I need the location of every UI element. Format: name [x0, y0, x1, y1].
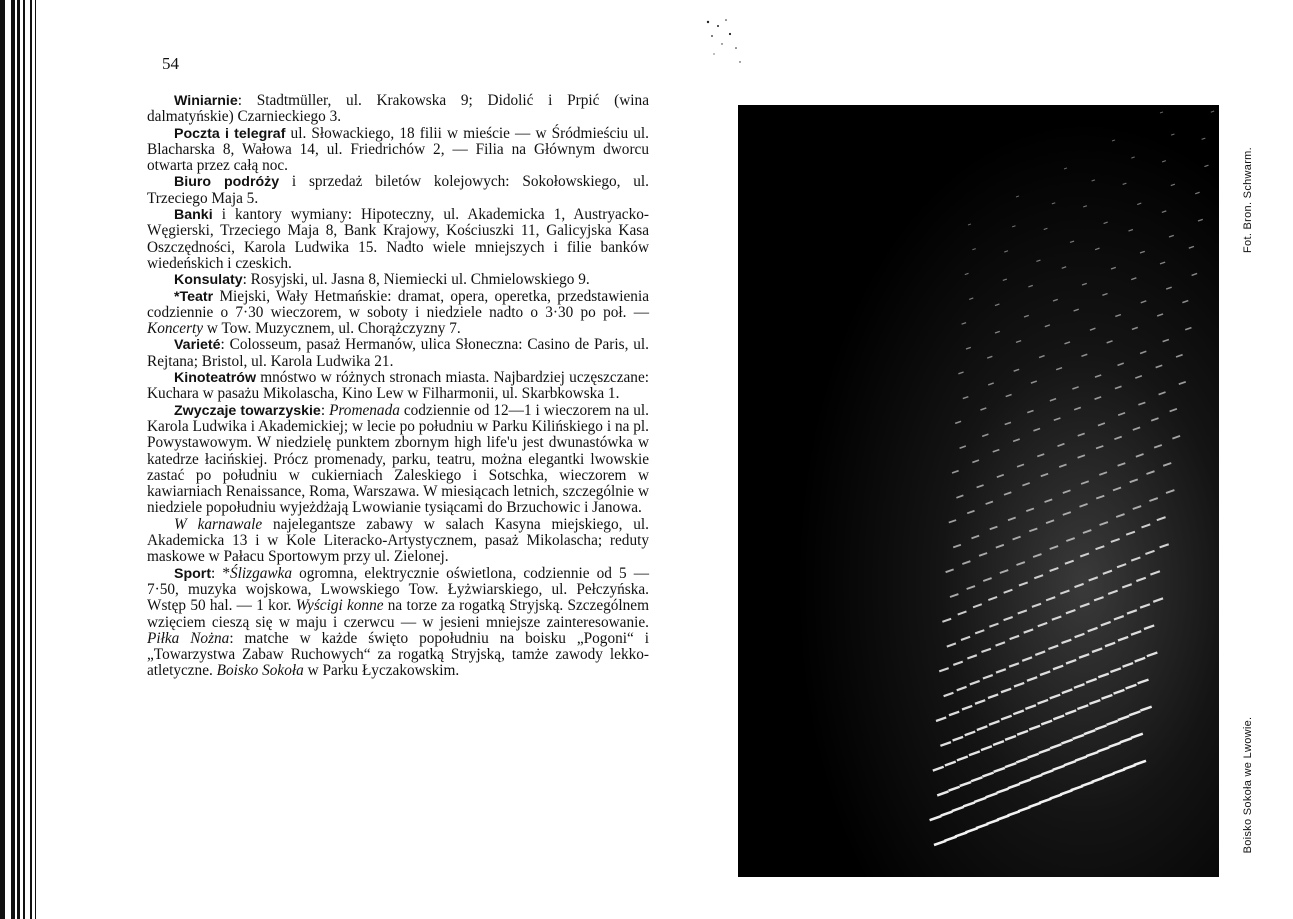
body-text: i sprzedaż biletów kolejowych: Sokołowskiego, ul. Trzeciego Maja 5. — [147, 173, 649, 207]
paragraph-p11 — [147, 566, 649, 680]
entry-heading: Banki — [174, 207, 213, 224]
paragraph-p2 — [147, 126, 649, 175]
body-text: : * — [211, 564, 231, 582]
body-text: : Rosyjski, ul. Jasna 8, Niemiecki ul. Chmielowskiego 9. — [242, 271, 590, 289]
photo-credit: Fot. Bron. Schwarm. — [1242, 147, 1254, 253]
body-text: : Stadtmüller, ul. Krakowska 9; Didolić i Prpić (wina dalmatyńskie) Czarnieckiego 3. — [147, 92, 649, 126]
italic-phrase: Piłka Nożna — [147, 629, 230, 647]
body-text: najelegantsze zabawy w salach Kasyna miejskiego, ul. Akademicka 13 i w Kole Literacko-Artystycznem, pasaż Mikolascha; reduty maskowe w Pałacu Sportowym przy ul. Zielonej. — [147, 515, 649, 566]
italic-phrase: Promenada — [329, 401, 400, 419]
print-speckle — [700, 14, 750, 74]
book-binding-edge — [0, 0, 40, 919]
body-text: mnóstwo w różnych stronach miasta. Najbardziej uczęszczane: Kuchara w pasażu Mikolascha, Kino Lew w Filharmonii, ul. Skarbkowska 1. — [147, 369, 649, 403]
entry-heading: Varieté — [174, 337, 221, 354]
paragraph-p7 — [147, 337, 649, 370]
italic-phrase: Koncerty — [147, 320, 204, 338]
italic-phrase: W karnawale — [174, 515, 263, 533]
entry-heading: Biuro podróży — [174, 174, 280, 191]
entry-heading: Konsulaty — [174, 272, 243, 289]
paragraph-p5 — [147, 272, 649, 288]
paragraph-p6 — [147, 289, 649, 338]
italic-phrase: Wyścigi konne — [295, 597, 384, 615]
body-text: ul. Słowackiego, 18 filii w mieście — w Śródmieściu ul. Blacharska 8, Wałowa 14, ul. Friedrichów 2, — Filia na Głównym dworcu otwarta przez całą noc. — [147, 124, 649, 175]
body-text: ogromna, elektrycznie oświetlona, codziennie od 5 — 7·50, muzyka wojskowa, Lwowskiego Tow. Łyżwiarskiego, ul. Pełczyńska. Wstęp 50 hal. — 1 kor. — [147, 564, 649, 615]
italic-phrase: Ślizgawka — [230, 564, 293, 582]
body-text: na torze za rogatką Stryjską. Szczególnem wzięciem cieszą się w maju i czerwcu — w jesieni mniejsze zainteresowanie. — [147, 597, 649, 631]
paragraph-p1 — [147, 93, 649, 126]
photo-caption: Boisko Sokoła we Lwowie. — [1242, 716, 1254, 854]
paragraph-p3 — [147, 174, 649, 207]
entry-heading: Poczta i telegraf — [174, 125, 286, 142]
body-text: w Parku Łyczakowskim. — [303, 662, 460, 680]
entry-heading: Zwyczaje towarzyskie — [174, 402, 321, 419]
paragraph-p4 — [147, 207, 649, 272]
page-number: 54 — [162, 54, 179, 73]
photograph-sokol-field — [738, 105, 1219, 877]
entry-heading: Winiarnie — [174, 93, 238, 109]
italic-phrase: Boisko Sokoła — [216, 662, 304, 680]
guide-text-column — [147, 93, 649, 680]
paragraph-p9 — [147, 403, 649, 517]
body-text: Miejski, Wały Hetmańskie: dramat, opera, operetka, przedstawienia codziennie o 7·30 wieczorem, w soboty i niedziele nadto o 3·30 po poł. — — [147, 287, 649, 321]
body-text: w Tow. Muzycznem, ul. Chorążczyzny 7. — [203, 320, 461, 338]
paragraph-p8 — [147, 370, 649, 403]
paragraph-p10 — [147, 517, 649, 566]
entry-heading: *Teatr — [174, 288, 214, 305]
entry-heading: Kinoteatrów — [174, 370, 256, 387]
body-text: : matche w każde święto popołudniu na boisku „Pogoni“ i „Towarzystwa Zabaw Ruchowych“ za rogatką Stryjską, tamże zawody lekko-atletyczne. — [147, 629, 649, 680]
entry-heading: Sport — [174, 565, 212, 582]
body-text: : — [320, 401, 330, 419]
body-text: i kantory wymiany: Hipoteczny, ul. Akademicka 1, Austryacko-Węgierski, Trzeciego Maja 8, Bank Krajowy, Kościuszki 11, Galicyjska Kasa Oszczędności, Karola Ludwika 15. Nadto wiele mniejszych i filie banków wiedeńskich i czeskich. — [147, 206, 649, 272]
body-text: : Colosseum, pasaż Hermanów, ulica Słoneczna: Casino de Paris, ul. Rejtana; Bristol, ul. Karola Ludwika 21. — [147, 336, 649, 370]
body-text: codziennie od 12—1 i wieczorem na ul. Karola Ludwika i Akademickiej; w lecie po południu w Parku Kilińskiego i na pl. Powystawowym. W niedzielę punktem zbornym high life'u jest dwunastówka w katedrze łacińskiej. Prócz promenady, parku, teatru, można elegantki lwowskie zastać po południu w cukierniach Zaleskiego i Sotschka, wieczorem w kawiarniach Renaissance, Roma, Warszawa. W miesiącach letnich, szczególnie w niedziele popołudniu wyjeżdżają Lwowianie tysiącami do Brzuchowic i Janowa. — [147, 401, 649, 517]
